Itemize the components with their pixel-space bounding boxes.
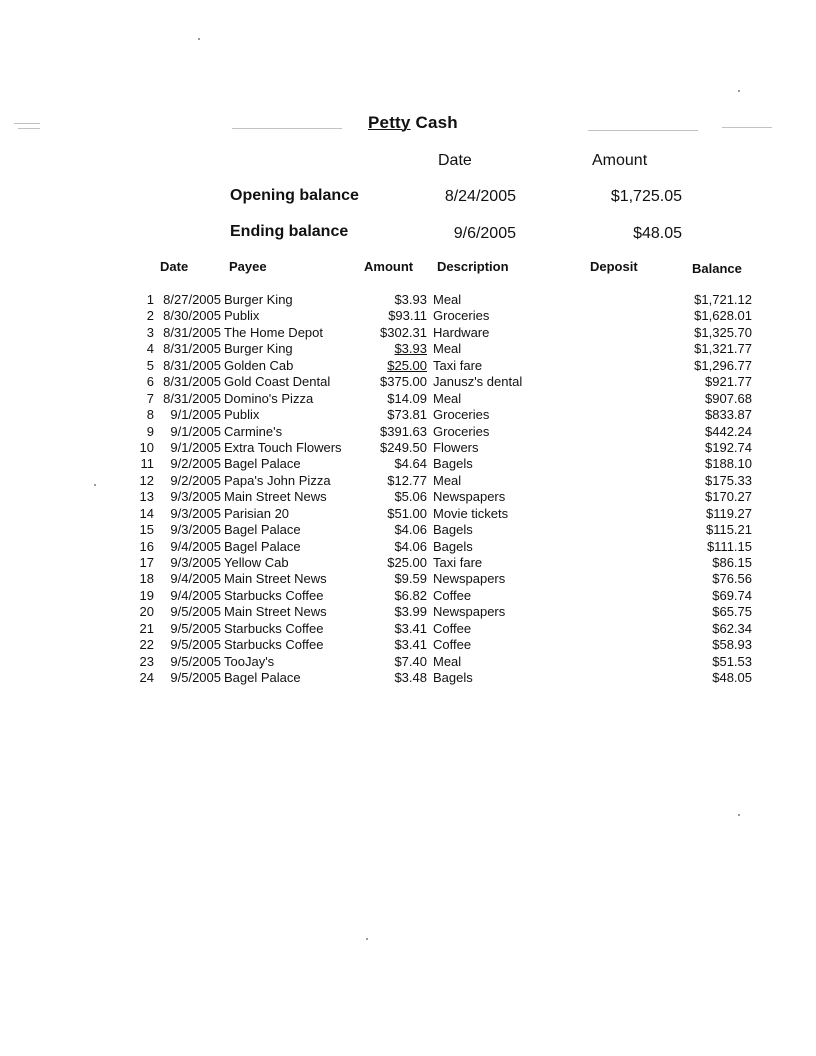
column-header-amount: Amount (364, 259, 414, 274)
row-description: Meal (433, 472, 462, 488)
row-amount: $302.31 (380, 324, 427, 340)
row-balance: $170.27 (705, 489, 752, 505)
row-number: 1 (146, 292, 154, 307)
table-row (0, 325, 816, 341)
row-number: 6 (146, 374, 154, 390)
row-balance: $65.75 (712, 604, 752, 620)
row-number: 2 (146, 308, 154, 324)
row-number: 11 (140, 456, 154, 472)
row-date: 9/5/2005 (170, 604, 221, 620)
row-amount: $375.00 (380, 374, 427, 390)
ending-balance-label: Ending balance (230, 223, 349, 240)
opening-balance-amount: $1,725.05 (610, 188, 682, 205)
row-date: 9/5/2005 (170, 670, 221, 686)
row-description: Coffee (433, 620, 472, 636)
row-balance: $192.74 (705, 439, 752, 455)
table-row (0, 555, 816, 571)
row-payee: Extra Touch Flowers (224, 439, 342, 455)
row-number: 16 (139, 538, 154, 554)
row-date: 9/3/2005 (170, 555, 221, 570)
row-balance: $175.33 (705, 472, 752, 488)
row-date: 9/4/2005 (170, 538, 221, 554)
row-description: Newspapers (433, 571, 506, 587)
table-row (0, 424, 816, 440)
row-number: 17 (139, 555, 154, 570)
row-payee: Starbucks Coffee (224, 637, 324, 653)
title-word-cash: Cash (415, 113, 458, 132)
row-payee: TooJay's (224, 653, 275, 669)
row-balance: $833.87 (705, 407, 752, 423)
row-description: Newspapers (433, 604, 506, 620)
row-date: 9/2/2005 (170, 456, 221, 472)
row-number: 15 (139, 522, 154, 538)
table-row (0, 522, 816, 538)
row-amount: $4.06 (394, 522, 427, 538)
row-date: 9/2/2005 (170, 472, 221, 488)
row-amount: $7.40 (394, 653, 427, 669)
row-description: Meal (433, 390, 462, 406)
summary-date-header: Date (438, 152, 472, 169)
row-payee: Bagel Palace (224, 538, 301, 554)
opening-balance-label: Opening balance (230, 187, 359, 204)
column-header-deposit: Deposit (590, 259, 638, 274)
row-balance: $111.15 (706, 538, 752, 554)
row-payee: Yellow Cab (224, 555, 289, 570)
table-row (0, 456, 816, 472)
row-description: Meal (433, 292, 462, 307)
row-balance: $51.53 (712, 653, 752, 669)
row-date: 8/31/2005 (163, 341, 221, 357)
row-amount: $51.00 (387, 505, 427, 521)
row-payee: The Home Depot (224, 324, 323, 340)
row-amount: $3.41 (394, 637, 427, 653)
opening-balance-date: 8/24/2005 (444, 188, 516, 205)
row-date: 9/5/2005 (170, 620, 221, 636)
row-number: 3 (146, 324, 154, 340)
row-balance: $58.93 (712, 637, 752, 653)
table-row (0, 407, 816, 423)
row-balance: $1,296.77 (694, 357, 752, 373)
ledger-table (0, 292, 816, 687)
row-description: Taxi fare (433, 555, 483, 570)
row-balance: $119.27 (705, 505, 752, 521)
scan-artifact (18, 128, 40, 129)
row-number: 5 (146, 357, 154, 373)
row-balance: $907.68 (705, 390, 752, 406)
table-row (0, 588, 816, 604)
row-description: Bagels (433, 670, 473, 686)
row-description: Bagels (433, 522, 473, 538)
row-number: 23 (139, 653, 154, 669)
table-row (0, 539, 816, 555)
row-amount: $6.82 (394, 587, 427, 603)
row-payee: Publix (224, 308, 260, 324)
row-balance: $48.05 (712, 670, 752, 686)
row-amount: $3.93 (394, 341, 427, 357)
row-description: Bagels (433, 538, 473, 554)
row-amount: $4.64 (394, 456, 427, 472)
scan-artifact (722, 127, 772, 128)
row-payee: Domino's Pizza (224, 390, 314, 406)
row-payee: Golden Cab (224, 357, 294, 373)
row-amount: $25.00 (387, 357, 427, 373)
row-date: 9/3/2005 (170, 522, 221, 538)
row-payee: Starbucks Coffee (224, 587, 324, 603)
row-number: 12 (139, 472, 154, 488)
row-date: 9/5/2005 (170, 637, 221, 653)
row-description: Taxi fare (433, 357, 483, 373)
row-number: 24 (139, 670, 154, 686)
row-date: 9/1/2005 (170, 423, 221, 439)
row-payee: Bagel Palace (224, 456, 301, 472)
column-header-payee: Payee (229, 259, 267, 274)
row-balance: $1,721.12 (694, 292, 752, 307)
row-date: 9/1/2005 (170, 407, 221, 423)
row-amount: $5.06 (394, 489, 427, 505)
row-payee: Main Street News (224, 489, 327, 505)
row-payee: Bagel Palace (224, 522, 301, 538)
scan-speck (198, 38, 200, 40)
row-payee: Gold Coast Dental (224, 374, 331, 390)
table-row (0, 308, 816, 324)
row-number: 10 (139, 439, 154, 455)
row-number: 22 (139, 637, 154, 653)
row-payee: Carmine's (224, 423, 283, 439)
table-row (0, 654, 816, 670)
row-balance: $442.24 (705, 423, 752, 439)
table-row (0, 604, 816, 620)
row-amount: $3.93 (394, 292, 427, 307)
table-row (0, 637, 816, 653)
summary-amount-header: Amount (592, 152, 648, 169)
row-number: 18 (139, 571, 154, 587)
row-payee: Publix (224, 407, 260, 423)
row-number: 4 (146, 341, 154, 357)
row-amount: $4.06 (394, 538, 427, 554)
row-number: 19 (139, 587, 154, 603)
table-row (0, 473, 816, 489)
row-description: Meal (433, 341, 462, 357)
row-payee: Bagel Palace (224, 670, 301, 686)
row-payee: Parisian 20 (224, 505, 290, 521)
row-date: 8/27/2005 (163, 292, 221, 307)
row-date: 9/5/2005 (170, 653, 221, 669)
row-number: 20 (139, 604, 154, 620)
row-balance: $188.10 (705, 456, 752, 472)
column-header-description: Description (437, 259, 509, 274)
table-row (0, 292, 816, 308)
row-amount: $3.41 (394, 620, 427, 636)
table-row (0, 440, 816, 456)
row-amount: $93.11 (388, 308, 427, 324)
row-number: 8 (146, 407, 154, 423)
column-header-date: Date (160, 259, 189, 274)
table-row (0, 621, 816, 637)
row-payee: Burger King (224, 341, 293, 357)
row-amount: $3.99 (394, 604, 427, 620)
row-date: 9/3/2005 (170, 505, 221, 521)
row-amount: $25.00 (387, 555, 427, 570)
row-date: 9/3/2005 (170, 489, 221, 505)
row-date: 8/31/2005 (163, 324, 221, 340)
title-word-petty: Petty (368, 113, 411, 132)
page-title (368, 113, 458, 133)
row-payee: Burger King (224, 292, 293, 307)
row-payee: Papa's John Pizza (224, 472, 331, 488)
row-amount: $9.59 (394, 571, 427, 587)
row-date: 8/31/2005 (163, 357, 221, 373)
row-description: Groceries (433, 407, 490, 423)
row-date: 8/31/2005 (163, 390, 221, 406)
row-balance: $1,321.77 (694, 341, 752, 357)
table-row (0, 670, 816, 686)
ending-balance-amount: $48.05 (633, 225, 682, 242)
row-description: Groceries (433, 423, 490, 439)
row-description: Meal (433, 653, 462, 669)
row-amount: $12.77 (387, 472, 427, 488)
scan-artifact (232, 128, 342, 129)
row-balance: $115.21 (705, 522, 752, 538)
row-balance: $1,628.01 (694, 308, 752, 324)
row-description: Hardware (433, 324, 490, 340)
scan-artifact (588, 130, 698, 131)
row-balance: $86.15 (712, 555, 752, 570)
row-amount: $3.48 (394, 670, 427, 686)
row-date: 9/4/2005 (170, 571, 221, 587)
row-payee: Main Street News (224, 604, 327, 620)
table-row (0, 506, 816, 522)
row-description: Janusz's dental (433, 374, 523, 390)
scan-artifact (14, 123, 40, 124)
row-description: Flowers (433, 439, 479, 455)
row-date: 8/30/2005 (163, 308, 221, 324)
row-balance: $76.56 (712, 571, 752, 587)
row-description: Coffee (433, 587, 472, 603)
table-row (0, 391, 816, 407)
table-row (0, 489, 816, 505)
row-payee: Main Street News (224, 571, 327, 587)
row-description: Newspapers (433, 489, 506, 505)
row-date: 9/4/2005 (170, 587, 221, 603)
row-amount: $73.81 (387, 407, 427, 423)
row-balance: $921.77 (705, 374, 752, 390)
scan-speck (738, 90, 740, 92)
scan-speck (366, 938, 368, 940)
row-description: Groceries (433, 308, 490, 324)
column-header-balance: Balance (692, 261, 742, 276)
row-balance: $1,325.70 (694, 324, 752, 340)
table-row (0, 571, 816, 587)
table-row (0, 374, 816, 390)
row-number: 7 (146, 390, 154, 406)
row-balance: $69.74 (712, 587, 752, 603)
row-date: 9/1/2005 (170, 439, 221, 455)
row-number: 9 (146, 423, 154, 439)
row-amount: $249.50 (380, 439, 427, 455)
row-number: 13 (139, 489, 154, 505)
row-description: Movie tickets (433, 505, 509, 521)
table-row (0, 358, 816, 374)
row-number: 21 (139, 620, 154, 636)
table-row (0, 341, 816, 357)
row-description: Coffee (433, 637, 472, 653)
row-balance: $62.34 (712, 620, 752, 636)
scan-speck (738, 814, 740, 816)
ending-balance-date: 9/6/2005 (453, 225, 516, 242)
row-amount: $391.63 (380, 423, 427, 439)
row-description: Bagels (433, 456, 473, 472)
row-date: 8/31/2005 (163, 374, 221, 390)
row-amount: $14.09 (387, 390, 427, 406)
row-number: 14 (139, 505, 154, 521)
row-payee: Starbucks Coffee (224, 620, 324, 636)
